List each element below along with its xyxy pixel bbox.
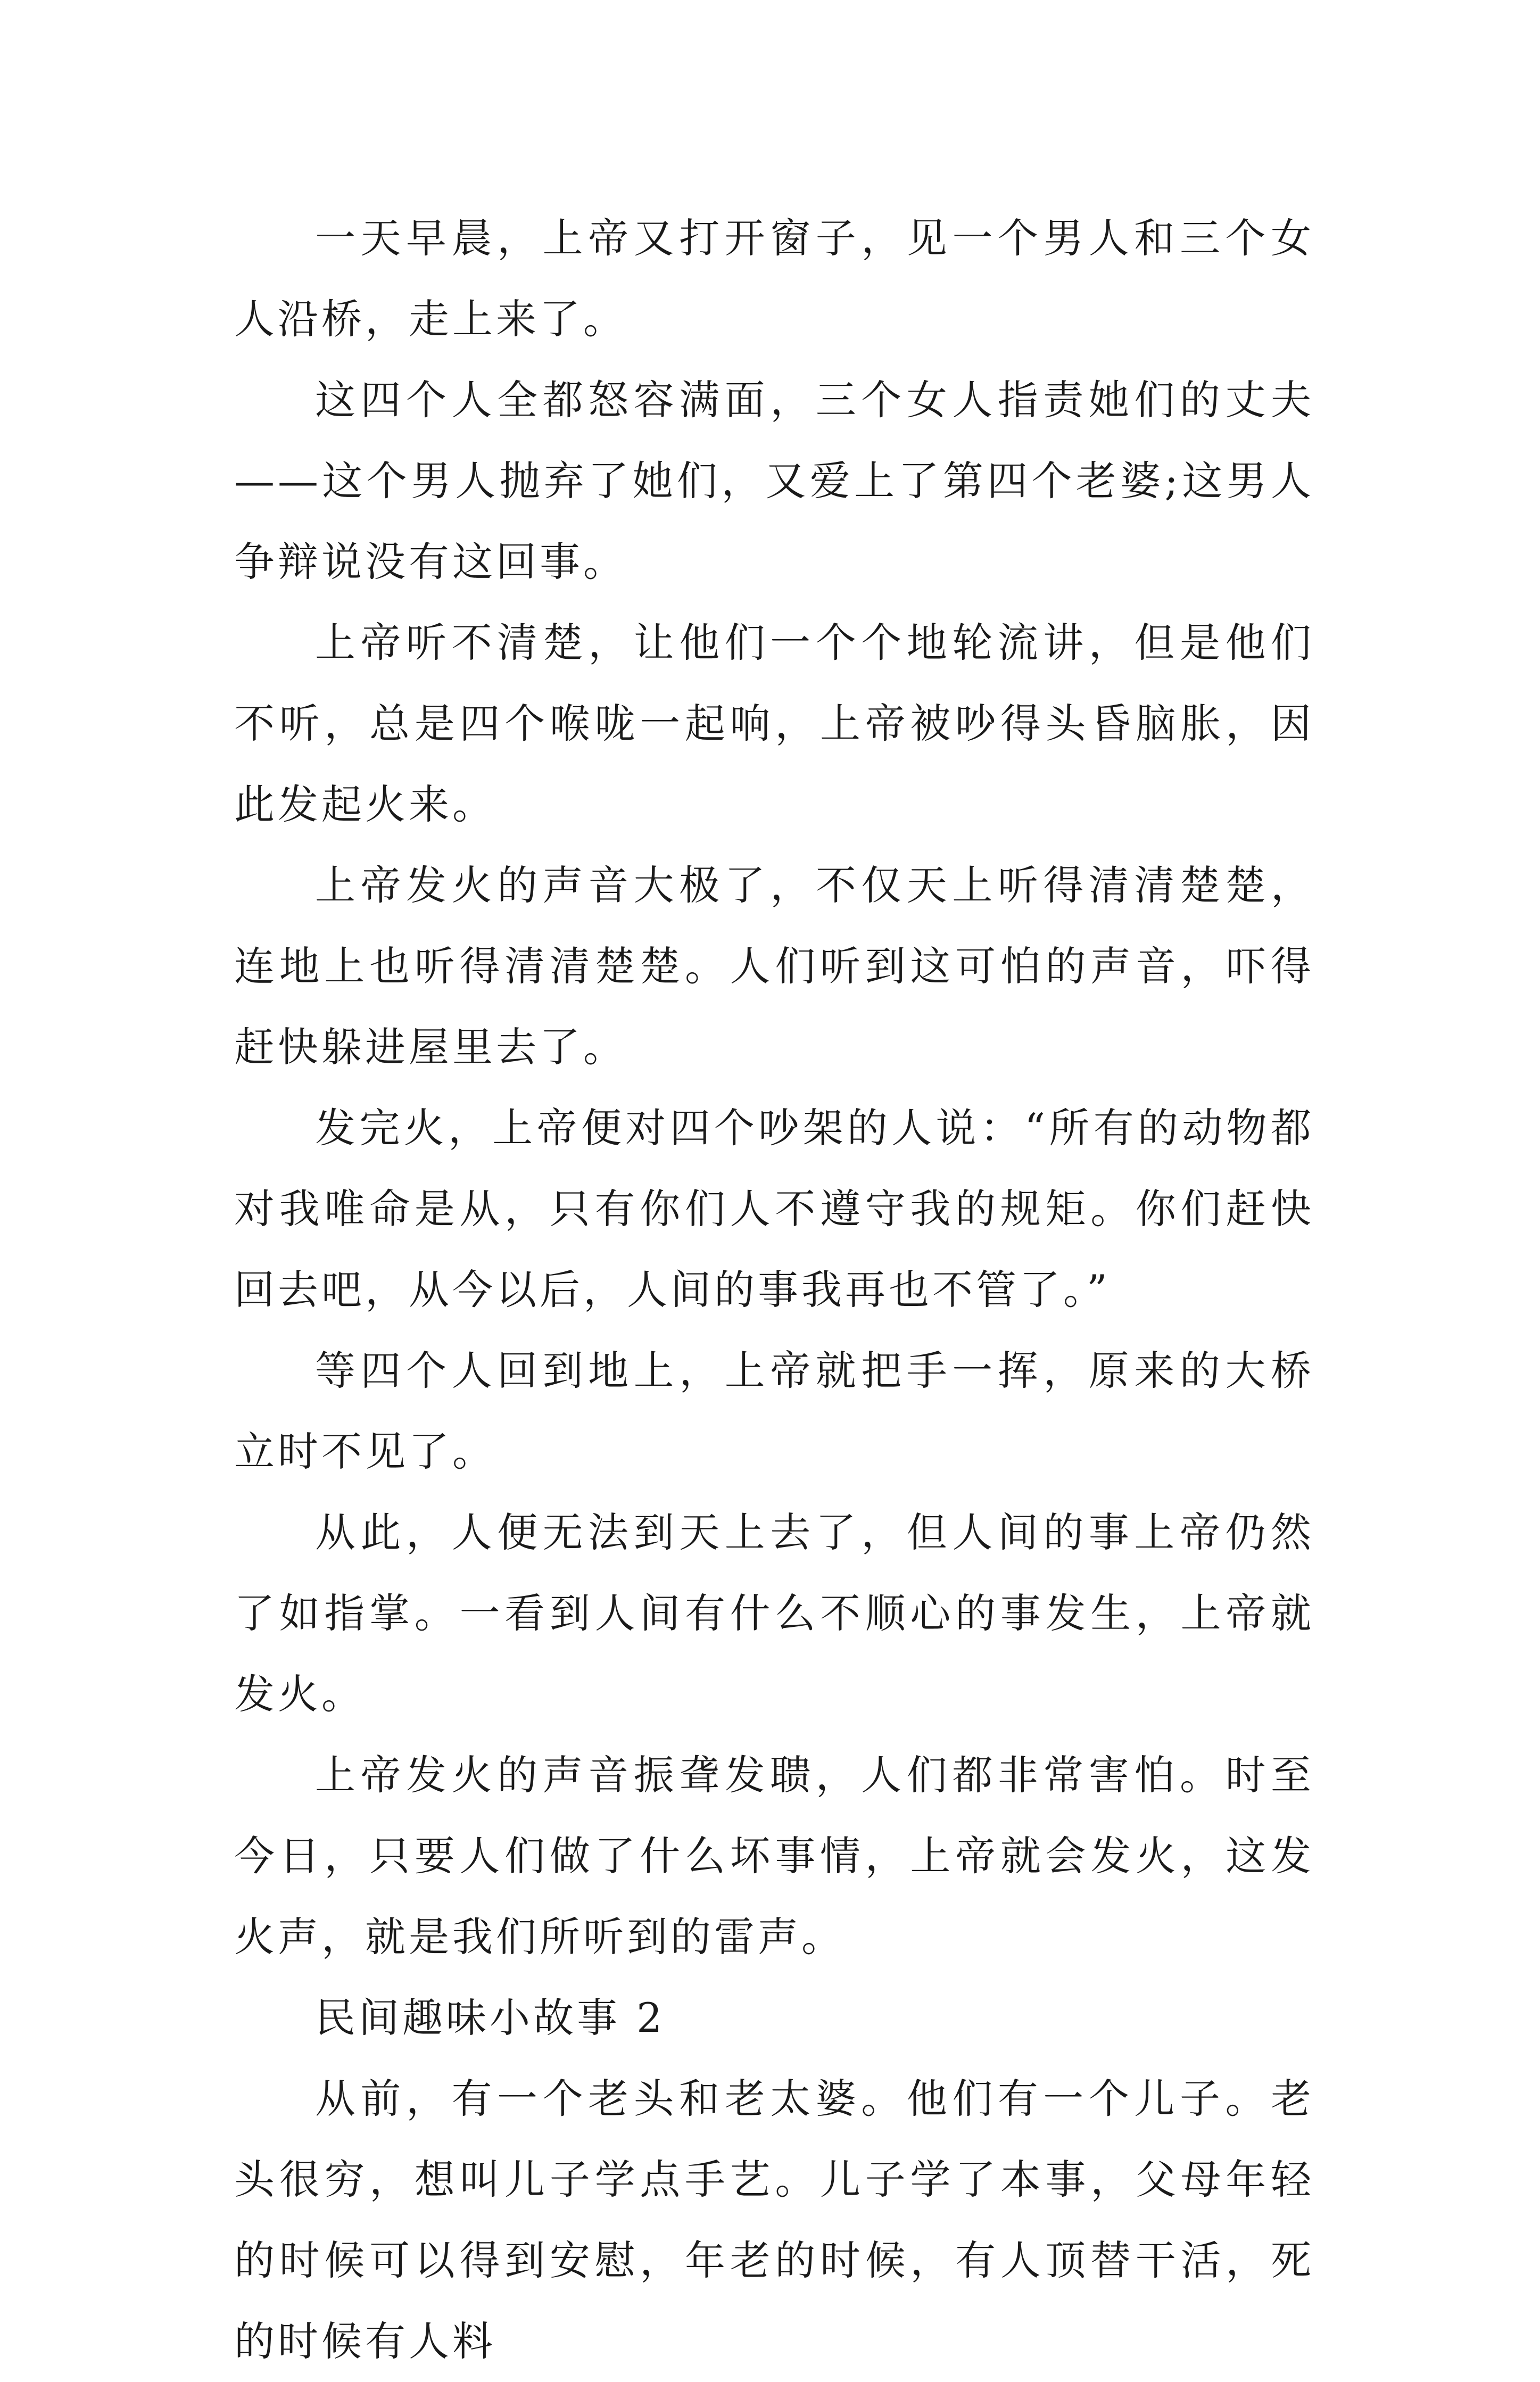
paragraph-8: 上帝发火的声音振聋发聩，人们都非常害怕。时至今日，只要人们做了什么坏事情，上帝就会发火，这发火声，就是我们所听到的雷声。 xyxy=(234,1751,1314,1961)
section-title: 民间趣味小故事 2 xyxy=(315,1994,666,2041)
paragraph-6: 等四个人回到地上，上帝就把手一挥，原来的大桥立时不见了。 xyxy=(234,1347,1314,1475)
paragraph-1: 一天早晨，上帝又打开窗子，见一个男人和三个女人沿桥，走上来了。 xyxy=(234,214,1314,343)
paragraph-3: 上帝听不清楚，让他们一个个地轮流讲，但是他们不听，总是四个喉咙一起响，上帝被吵得头昏脑胀，因此发起火来。 xyxy=(234,619,1314,828)
document-body xyxy=(234,198,1314,2382)
closing-paragraph: 从前，有一个老头和老太婆。他们有一个儿子。老头很穷，想叫儿子学点手艺。儿子学了本事，父母年轻的时候可以得到安慰，年老的时候，有人顶替干活，死的时候有人料 xyxy=(234,2075,1314,2365)
paragraph-2: 这四个人全都怒容满面，三个女人指责她们的丈夫——这个男人抛弃了她们，又爱上了第四个老婆;这男人争辩说没有这回事。 xyxy=(234,376,1314,585)
paragraph-5: 发完火，上帝便对四个吵架的人说：“所有的动物都对我唯命是从，只有你们人不遵守我的规矩。你们赶快回去吧，从今以后，人间的事我再也不管了。” xyxy=(234,1104,1314,1313)
paragraph-4: 上帝发火的声音大极了，不仅天上听得清清楚楚，连地上也听得清清楚楚。人们听到这可怕的声音，吓得赶快躲进屋里去了。 xyxy=(234,862,1314,1071)
paragraph-7: 从此，人便无法到天上去了，但人间的事上帝仍然了如指掌。一看到人间有什么不顺心的事发生，上帝就发火。 xyxy=(234,1509,1314,1718)
